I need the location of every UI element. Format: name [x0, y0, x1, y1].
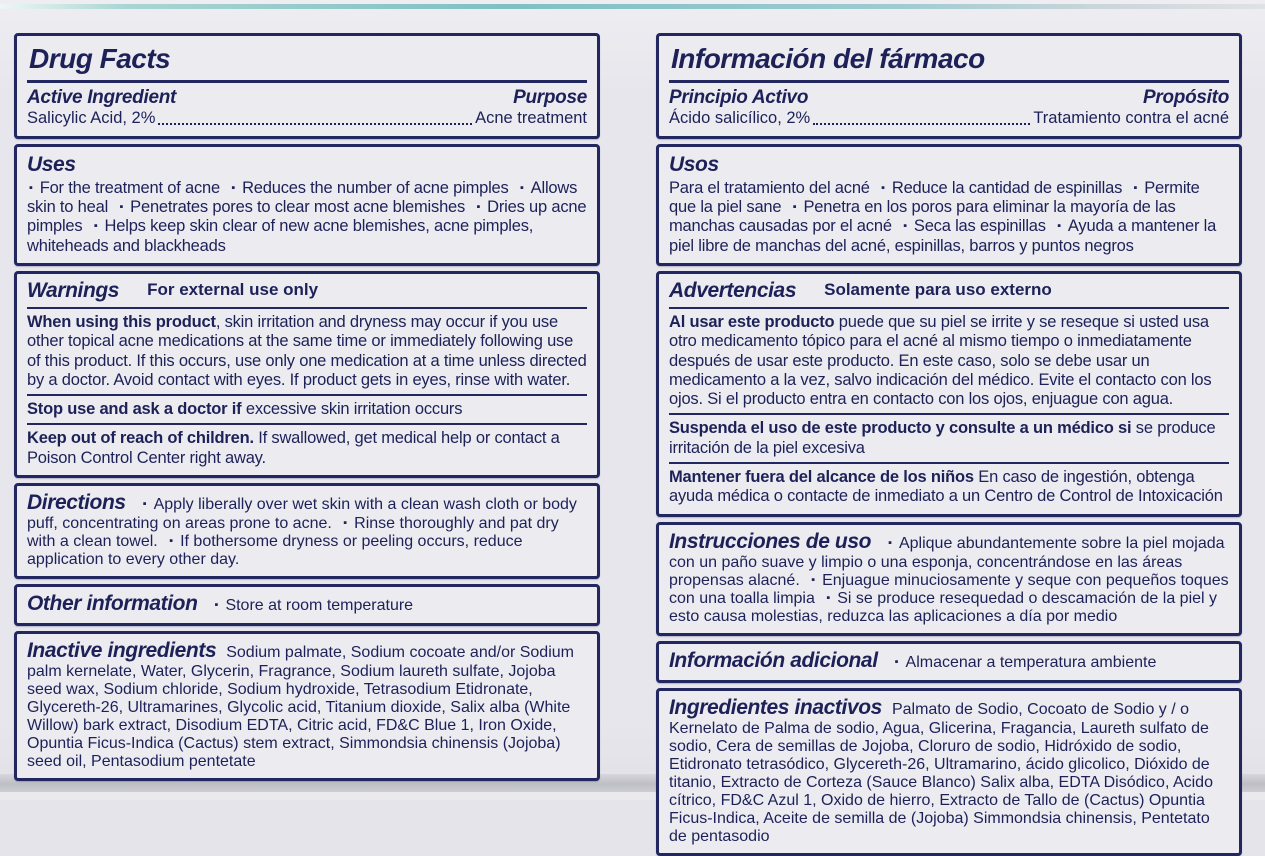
other-information-heading: Other information	[27, 592, 198, 616]
warnings-heading: Warnings	[27, 278, 120, 302]
directions-items-spanish: ▪ Aplique abundantemente sobre la piel mojada con un paño suave y limpio o una esponja, concentrándose en las áreas propensas alacné. ▪ Enjuague minuciosamente y seque con pequeños toques con una toalla limpia ▪ Si se produce resequedad o descamación de la piel y esto causa molestias, reduzca las aplicaciones a día por medio	[669, 534, 1229, 625]
warnings-heading-row-spanish	[669, 279, 1229, 303]
dotted-leader-spanish	[813, 109, 1030, 125]
uses-box-spanish	[656, 144, 1242, 266]
directions-heading: Directions	[27, 491, 126, 515]
warnings-rule-3	[27, 423, 587, 425]
active-ingredient-value: Salicylic Acid, 2%	[27, 109, 156, 127]
when-using-lead-spanish: Al usar este producto	[669, 312, 835, 331]
active-ingredient-heading-spanish: Principio Activo	[669, 87, 809, 108]
keep-out-rest-spanish: En caso de ingestión, obtenga ayuda médica o contacte de inmediato a un Centro de Control de Intoxicación	[669, 468, 1223, 506]
purpose-heading-spanish: Propósito	[1143, 87, 1229, 108]
purpose-value: Acne treatment	[475, 109, 587, 127]
warnings-box-spanish	[656, 271, 1242, 517]
warnings-rule-1	[27, 307, 587, 309]
uses-text-spanish: Para el tratamiento del acné ▪ Reduce la cantidad de espinillas ▪ Permite que la piel sane ▪ Penetra en los poros para eliminar la mayoría de las manchas causadas por el acné ▪ Seca las espinillas ▪ Ayuda a mantener la piel libre de manchas del acné, espinillas, barros y puntos negros	[669, 178, 1217, 255]
inactive-ingredients-box-spanish	[656, 688, 1242, 856]
purpose-value-spanish: Tratamiento contra el acné	[1033, 109, 1229, 127]
keep-out-paragraph-spanish	[669, 468, 1229, 507]
when-using-rest: , skin irritation and dryness may occur if you use other topical acne medications at the same time or immediately following use of this product. If this occurs, use only one medication at a time unless directed by a doctor. Avoid contact with eyes. If product gets in eyes, rinse with water.	[27, 312, 587, 389]
uses-heading-spanish: Usos	[669, 152, 719, 176]
stop-use-lead-spanish: Suspenda el uso de este producto y consulte a un médico si	[669, 419, 1132, 438]
inactive-ingredients-heading-spanish: Ingredientes inactivos	[669, 695, 882, 719]
when-using-lead: When using this product	[27, 312, 216, 331]
other-information-box-spanish	[656, 641, 1242, 683]
title-rule-spanish	[669, 80, 1229, 83]
uses-text: ▪ For the treatment of acne ▪ Reduces the number of acne pimples ▪ Allows skin to heal ▪ Penetrates pores to clear most acne blemishes ▪ Dries up acne pimples ▪ Helps keep skin clear of new acne blemishes, acne pimples, whiteheads and blackheads	[27, 178, 587, 255]
when-using-rest-spanish: puede que su piel se irrite y se reseque si usted usa otro medicamento tópico para el acné al mismo tiempo o inmediatamente después de usar este producto. En este caso, solo se debe usar un medicamento a la vez, salvo indicación del médico. Evite el contacto con los ojos. Si el producto entra en contacto con los ojos, enjuague con agua.	[669, 312, 1212, 409]
directions-heading-spanish: Instrucciones de uso	[669, 529, 872, 553]
warnings-heading-spanish: Advertencias	[669, 278, 797, 302]
stop-use-lead: Stop use and ask a doctor if	[27, 400, 242, 419]
inactive-ingredients-list-spanish: Palmato de Sodio, Cocoato de Sodio y / o Kernelato de Palma de sodio, Agua, Glicerina, Fragancia, Laureth sulfato de sodio, Cera de semillas de Jojoba, Cloruro de sodio, Hidróxido de sodio, Etidronato tetrasódico, Glycereth-26, Ultramarino, ácido glicolico, Dióxido de titanio, Extracto de Corteza (Sauce Blanco) Salix alba, EDTA Disódico, Acido cítrico, FD&C Azul 1, Oxido de hierro, Extracto de Tallo de (Cactus) Opuntia Ficus-Indica, Aceite de semilla de (Jojoba) Simmondsia chinensis, Pentetato de pentasodio	[669, 700, 1213, 845]
warnings-box-english	[14, 271, 600, 478]
warnings-rule-2	[27, 394, 587, 396]
uses-heading: Uses	[27, 152, 76, 176]
warnings-rule-3-spanish	[669, 462, 1229, 464]
keep-out-lead: Keep out of reach of children.	[27, 429, 254, 448]
active-ingredient-row-spanish	[669, 109, 1229, 129]
keep-out-rest: If swallowed, get medical help or contact a Poison Control Center right away.	[27, 429, 560, 467]
active-ingredient-heading: Active Ingredient	[27, 87, 177, 108]
active-ingredient-row	[27, 109, 587, 129]
directions-box-spanish	[656, 522, 1242, 636]
inactive-ingredients-list: Sodium palmate, Sodium cocoate and/or Sodium palm kernelate, Water, Glycerin, Fragrance, Sodium laureth sulfate, Jojoba seed wax, Sodium chloride, Sodium hydroxide, Tetrasodium Etidronate, Glycereth-26, Ultramarines, Glycolic acid, Titanium dioxide, Salix alba (White Willow) bark extract, Disodium EDTA, Citric acid, FD&C Blue 1, Iron Oxide, Opuntia Ficus-Indica (Cactus) stem extract, Simmondsia chinensis (Jojoba) seed oil, Pentasodium pentetate	[27, 644, 574, 771]
header-box-spanish	[656, 33, 1242, 139]
when-using-paragraph-spanish	[669, 313, 1229, 409]
dotted-leader	[158, 109, 472, 125]
warnings-rule-1-spanish	[669, 307, 1229, 309]
keep-out-paragraph	[27, 429, 587, 468]
warnings-heading-row	[27, 279, 587, 303]
directions-box-english	[14, 483, 600, 579]
ingredient-purpose-headers	[27, 87, 587, 109]
other-information-box-english	[14, 584, 600, 626]
drug-facts-panel-english	[14, 33, 600, 856]
label-panels	[14, 33, 1242, 856]
keep-out-lead-spanish: Mantener fuera del alcance de los niños	[669, 468, 974, 487]
inactive-ingredients-heading: Inactive ingredients	[27, 639, 217, 663]
when-using-paragraph	[27, 313, 587, 390]
uses-box-english	[14, 144, 600, 266]
warnings-rule-2-spanish	[669, 413, 1229, 415]
drug-facts-title-spanish: Información del fármaco	[671, 43, 985, 74]
other-information-heading-spanish: Información adicional	[669, 648, 878, 672]
external-use-subheading: For external use only	[147, 279, 319, 299]
ingredient-purpose-headers-spanish	[669, 87, 1229, 109]
stop-use-paragraph-spanish	[669, 419, 1229, 458]
other-information-items-spanish: ▪ Almacenar a temperatura ambiente	[894, 653, 1157, 671]
other-information-items: ▪ Store at room temperature	[214, 597, 414, 615]
directions-items: ▪ Apply liberally over wet skin with a clean wash cloth or body puff, concentrating on areas prone to acne. ▪ Rinse thoroughly and pat dry with a clean towel. ▪ If bothersome dryness or peeling occurs, reduce application to every other day.	[27, 496, 577, 569]
title-rule	[27, 80, 587, 83]
package-top-edge	[0, 4, 1265, 9]
purpose-heading: Purpose	[513, 87, 587, 108]
inactive-ingredients-box-english	[14, 631, 600, 781]
drug-facts-panel-spanish	[656, 33, 1242, 856]
active-ingredient-value-spanish: Ácido salicílico, 2%	[669, 109, 811, 127]
stop-use-rest: excessive skin irritation occurs	[241, 400, 463, 419]
stop-use-paragraph	[27, 400, 587, 419]
stop-use-rest-spanish: se produce irritación de la piel excesiva	[669, 419, 1216, 457]
drug-facts-title: Drug Facts	[29, 43, 171, 74]
external-use-subheading-spanish: Solamente para uso externo	[824, 279, 1052, 299]
header-box-english	[14, 33, 600, 139]
